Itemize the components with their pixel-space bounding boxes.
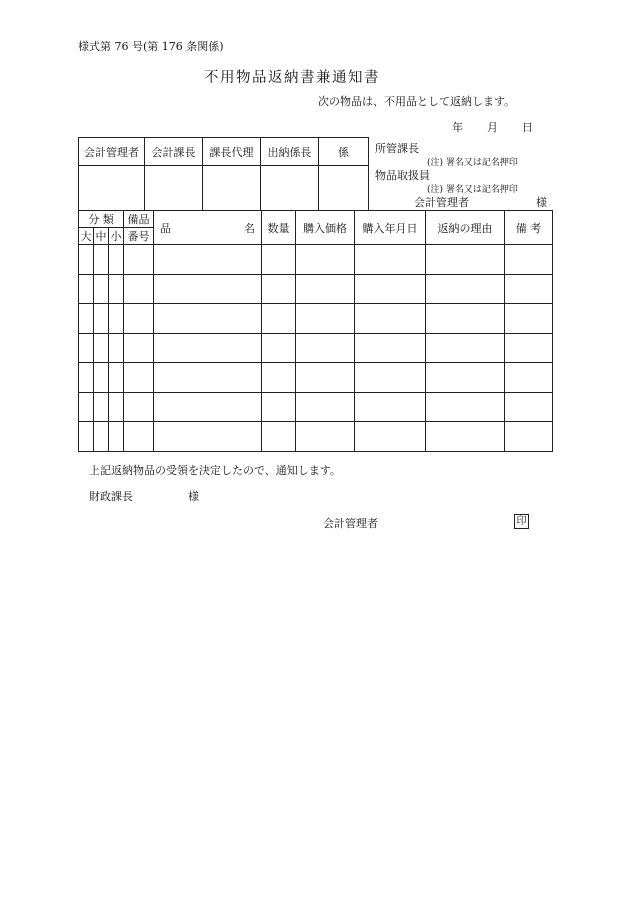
cell-reason[interactable] <box>426 422 505 452</box>
cell-reason[interactable] <box>426 274 505 304</box>
approval-header-staff: 係 <box>319 138 369 166</box>
date-year-label: 年 <box>452 121 463 134</box>
cell-cat-small[interactable] <box>109 363 124 393</box>
cell-remarks[interactable] <box>505 245 553 275</box>
cell-remarks[interactable] <box>505 274 553 304</box>
cell-cat-small[interactable] <box>109 392 124 422</box>
category-medium-header: 中 <box>94 228 109 245</box>
approval-header-deputy-chief: 課長代理 <box>203 138 261 166</box>
items-table <box>78 210 553 452</box>
item-name-header <box>154 211 262 245</box>
cell-cat-medium[interactable] <box>94 333 109 363</box>
cell-cat-small[interactable] <box>109 245 124 275</box>
cell-quantity[interactable] <box>262 363 296 393</box>
cell-quantity[interactable] <box>262 392 296 422</box>
cell-quantity[interactable] <box>262 245 296 275</box>
cell-equip-number[interactable] <box>124 392 154 422</box>
approval-header-accountant: 会計管理者 <box>79 138 145 166</box>
cell-item-name[interactable] <box>154 245 262 275</box>
category-large-header: 大 <box>79 228 94 245</box>
seal-stamp-icon: 印 <box>514 514 529 529</box>
cell-item-name[interactable] <box>154 392 262 422</box>
cell-item-name[interactable] <box>154 363 262 393</box>
reason-header: 返納の理由 <box>426 211 505 245</box>
cell-price[interactable] <box>296 363 355 393</box>
cell-price[interactable] <box>296 333 355 363</box>
cell-reason[interactable] <box>426 363 505 393</box>
cell-cat-medium[interactable] <box>94 422 109 452</box>
cell-quantity[interactable] <box>262 422 296 452</box>
finance-head-label: 財政課長 <box>89 490 133 503</box>
cell-reason[interactable] <box>426 245 505 275</box>
table-row <box>79 392 553 422</box>
cell-cat-large[interactable] <box>79 274 94 304</box>
approval-stamp-accounting-chief[interactable] <box>145 166 203 211</box>
cell-equip-number[interactable] <box>124 274 154 304</box>
category-small-header: 小 <box>109 228 124 245</box>
cell-cat-large[interactable] <box>79 392 94 422</box>
addressee-honorific: 様 <box>536 196 547 209</box>
cell-cat-large[interactable] <box>79 333 94 363</box>
item-rows <box>79 245 553 452</box>
table-row <box>79 245 553 275</box>
cell-remarks[interactable] <box>505 392 553 422</box>
approval-stamp-accountant[interactable] <box>79 166 145 211</box>
cell-cat-medium[interactable] <box>94 274 109 304</box>
equip-number-header-1: 備品 <box>124 211 154 228</box>
table-row <box>79 304 553 334</box>
addressee-label: 会計管理者 <box>414 196 469 209</box>
cell-remarks[interactable] <box>505 422 553 452</box>
approval-stamp-cashier-chief[interactable] <box>261 166 319 211</box>
cell-equip-number[interactable] <box>124 245 154 275</box>
remarks-header: 備 考 <box>505 211 553 245</box>
cell-cat-medium[interactable] <box>94 245 109 275</box>
approval-stamp-staff[interactable] <box>319 166 369 211</box>
quantity-header: 数量 <box>262 211 296 245</box>
cell-purchase-date[interactable] <box>355 274 426 304</box>
cell-reason[interactable] <box>426 333 505 363</box>
item-name-header-1: 品 <box>160 221 172 235</box>
cell-cat-small[interactable] <box>109 333 124 363</box>
signature-note-2: (注) 署名又は記名押印 <box>427 185 518 195</box>
intro-text: 次の物品は、不用品として返納します。 <box>318 95 516 108</box>
price-header: 購入価格 <box>296 211 355 245</box>
cell-reason[interactable] <box>426 392 505 422</box>
table-row <box>79 274 553 304</box>
accountant-label: 会計管理者 <box>323 517 378 530</box>
cell-equip-number[interactable] <box>124 304 154 334</box>
cell-purchase-date[interactable] <box>355 245 426 275</box>
cell-remarks[interactable] <box>505 363 553 393</box>
approval-header-accounting-chief: 会計課長 <box>145 138 203 166</box>
signature-note-1: (注) 署名又は記名押印 <box>427 158 518 168</box>
approval-stamp-deputy-chief[interactable] <box>203 166 261 211</box>
approval-header-cashier-chief: 出納係長 <box>261 138 319 166</box>
cell-cat-medium[interactable] <box>94 304 109 334</box>
cell-cat-medium[interactable] <box>94 392 109 422</box>
finance-head-honorific: 様 <box>188 490 199 503</box>
date-month-label: 月 <box>487 121 498 134</box>
cell-cat-large[interactable] <box>79 304 94 334</box>
cell-cat-small[interactable] <box>109 274 124 304</box>
cell-quantity[interactable] <box>262 304 296 334</box>
cell-purchase-date[interactable] <box>355 392 426 422</box>
item-name-header-2: 名 <box>244 221 256 235</box>
table-row <box>79 333 553 363</box>
cell-cat-large[interactable] <box>79 422 94 452</box>
cell-item-name[interactable] <box>154 333 262 363</box>
cell-cat-small[interactable] <box>109 304 124 334</box>
date-day-label: 日 <box>522 121 533 134</box>
form-title: 不用物品返納書兼通知書 <box>204 70 380 86</box>
notice-text: 上記返納物品の受領を決定したので、通知します。 <box>89 464 341 477</box>
cell-cat-medium[interactable] <box>94 363 109 393</box>
cell-price[interactable] <box>296 274 355 304</box>
cell-remarks[interactable] <box>505 304 553 334</box>
cell-cat-small[interactable] <box>109 422 124 452</box>
equip-number-header-2: 番号 <box>124 228 154 245</box>
cell-purchase-date[interactable] <box>355 333 426 363</box>
cell-item-name[interactable] <box>154 274 262 304</box>
approval-table <box>78 137 369 211</box>
table-row <box>79 363 553 393</box>
cell-equip-number[interactable] <box>124 333 154 363</box>
cell-reason[interactable] <box>426 304 505 334</box>
cell-cat-large[interactable] <box>79 363 94 393</box>
cell-price[interactable] <box>296 304 355 334</box>
form-number: 様式第 76 号(第 176 条関係) <box>78 40 224 53</box>
cell-purchase-date[interactable] <box>355 304 426 334</box>
cell-equip-number[interactable] <box>124 363 154 393</box>
cell-quantity[interactable] <box>262 333 296 363</box>
cell-item-name[interactable] <box>154 422 262 452</box>
cell-item-name[interactable] <box>154 304 262 334</box>
category-header: 分 類 <box>79 211 124 228</box>
cell-purchase-date[interactable] <box>355 363 426 393</box>
item-handler-label: 物品取扱員 <box>375 169 430 182</box>
cell-equip-number[interactable] <box>124 422 154 452</box>
cell-purchase-date[interactable] <box>355 422 426 452</box>
cell-price[interactable] <box>296 422 355 452</box>
cell-cat-large[interactable] <box>79 245 94 275</box>
table-row <box>79 422 553 452</box>
dept-head-label: 所管課長 <box>375 142 419 155</box>
cell-quantity[interactable] <box>262 274 296 304</box>
cell-price[interactable] <box>296 392 355 422</box>
cell-price[interactable] <box>296 245 355 275</box>
cell-remarks[interactable] <box>505 333 553 363</box>
purchase-date-header: 購入年月日 <box>355 211 426 245</box>
